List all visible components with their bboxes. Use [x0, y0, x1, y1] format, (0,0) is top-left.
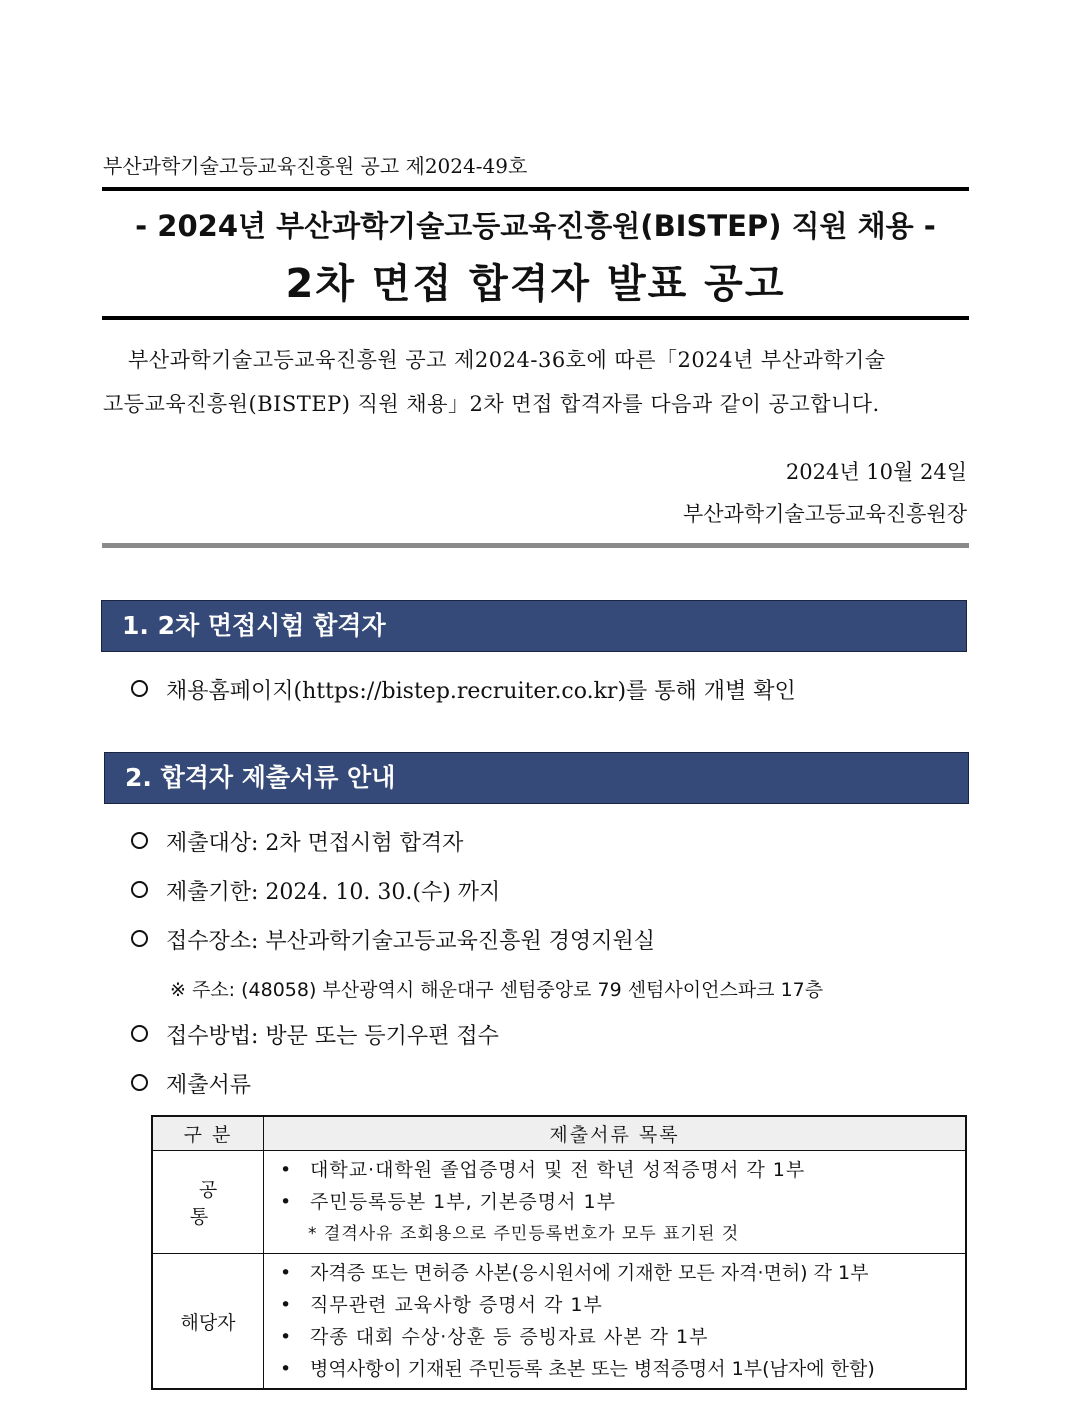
table-row [152, 1151, 966, 1254]
circle-bullet-icon [131, 1025, 148, 1042]
column-header-category: 구 분 [152, 1116, 264, 1151]
intro-line-2: 고등교육진흥원(BISTEP) 직원 채용」2차 면접 합격자를 다음과 같이 공고합니다. [103, 392, 880, 416]
document-item-text: 각종 대회 수상·상훈 등 증빙자료 사본 각 1부 [310, 1326, 709, 1348]
list-item-text: 접수장소: 부산과학기술고등교육진흥원 경영지원실 [166, 929, 655, 954]
page-title: 2차 면접 합격자 발표 공고 [285, 261, 786, 307]
row-category: 해당자 [152, 1254, 264, 1390]
divider [102, 543, 969, 548]
list-item-text: 접수방법: 방문 또는 등기우편 접수 [166, 1024, 499, 1049]
document-note: * 결격사유 조회용으로 주민등록번호가 모두 표기된 것 [308, 1224, 740, 1244]
document-item: • 직무관련 교육사항 증명서 각 1부 [280, 1294, 603, 1316]
circle-bullet-icon [131, 832, 148, 849]
table-row [152, 1254, 966, 1390]
section-2-title: 2. 합격자 제출서류 안내 [125, 763, 396, 792]
list-item-text: 제출서류 [166, 1073, 252, 1098]
divider [102, 187, 969, 191]
row-documents [264, 1254, 967, 1390]
document-item: • 자격증 또는 면허증 사본(응시원서에 기재한 모든 자격·면허) 각 1부 [280, 1262, 869, 1284]
documents-table [151, 1115, 967, 1390]
issuer: 부산과학기술고등교육진흥원장 [682, 502, 967, 526]
circle-bullet-icon [131, 930, 148, 947]
list-item [131, 1068, 251, 1099]
document-item-text: 자격증 또는 면허증 사본(응시원서에 기재한 모든 자격·면허) 각 1부 [310, 1262, 869, 1284]
section-2-header [104, 752, 969, 804]
list-item [131, 924, 655, 955]
list-item-text: 채용홈페이지(https://bistep.recruiter.co.kr)를 통해 개별 확인 [166, 679, 796, 704]
list-item-text: 제출기한: 2024. 10. 30.(수) 까지 [166, 880, 501, 905]
list-item [131, 1019, 499, 1050]
notice-number: 부산과학기술고등교육진흥원 공고 제2024-49호 [103, 154, 528, 178]
document-item: • 대학교·대학원 졸업증명서 및 전 학년 성적증명서 각 1부 [280, 1159, 806, 1181]
document-item-text: 주민등록등본 1부, 기본증명서 1부 [310, 1191, 616, 1213]
column-header-documents: 제출서류 목록 [264, 1116, 967, 1151]
document-item: • 주민등록등본 1부, 기본증명서 1부 [280, 1191, 616, 1213]
document-item: • 각종 대회 수상·상훈 등 증빙자료 사본 각 1부 [280, 1326, 709, 1348]
list-item [131, 674, 796, 705]
document-item-text: 대학교·대학원 졸업증명서 및 전 학년 성적증명서 각 1부 [310, 1159, 806, 1181]
document-item-text: 직무관련 교육사항 증명서 각 1부 [310, 1294, 603, 1316]
list-item [131, 826, 463, 857]
document-item: • 병역사항이 기재된 주민등록 초본 또는 병적증명서 1부(남자에 한함) [280, 1358, 875, 1380]
address-note: ※ 주소: (48058) 부산광역시 해운대구 센텀중앙로 79 센텀사이언스파크 17층 [170, 979, 824, 1001]
announce-date: 2024년 10월 24일 [785, 460, 967, 484]
list-item [131, 875, 500, 906]
page-subtitle: - 2024년 부산과학기술고등교육진흥원(BISTEP) 직원 채용 - [135, 209, 936, 243]
circle-bullet-icon [131, 1074, 148, 1091]
row-category-text: 공 통 [189, 1179, 236, 1228]
section-1-header [101, 600, 967, 652]
intro-line-1: 부산과학기술고등교육진흥원 공고 제2024-36호에 따른「2024년 부산과학기술 [128, 348, 886, 372]
row-documents [264, 1151, 967, 1254]
list-item-text: 제출대상: 2차 면접시험 합격자 [166, 831, 464, 856]
divider [102, 316, 969, 320]
circle-bullet-icon [131, 881, 148, 898]
table-header-row [152, 1116, 966, 1151]
document-item-text: 병역사항이 기재된 주민등록 초본 또는 병적증명서 1부(남자에 한함) [310, 1358, 875, 1380]
row-category [152, 1151, 264, 1254]
circle-bullet-icon [131, 680, 148, 697]
section-1-title: 1. 2차 면접시험 합격자 [122, 611, 386, 640]
